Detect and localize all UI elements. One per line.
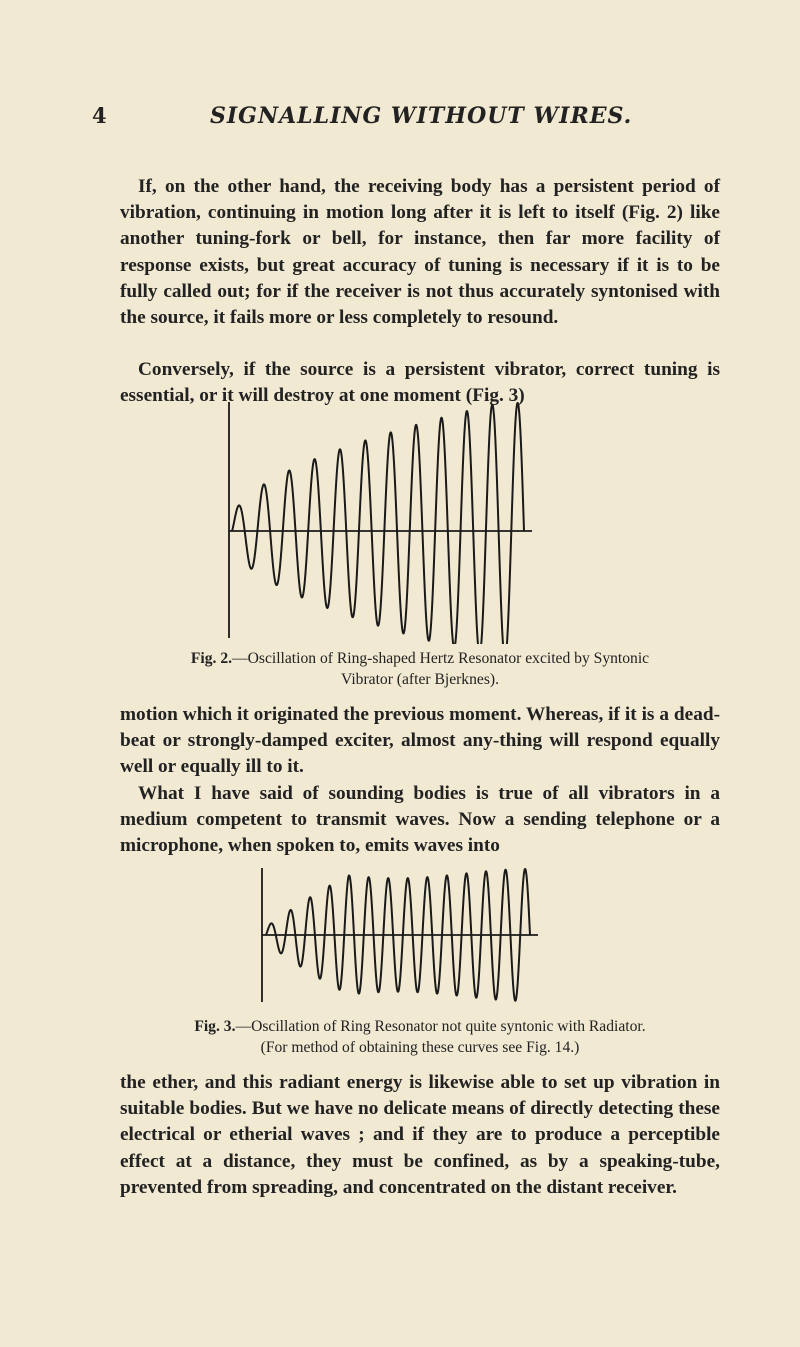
paragraph-1-text: If, on the other hand, the receiving body has a persistent period of vibration, continuing in motion long after it is left to itself (Fig. 2) like another tuning-fork or bell, for instance, then far more facility of response exists, but great accuracy of tuning is necessary if it is to be fully called out; for if the receiver is not thus accurately syntonised with the source, it fails more or less completely to resound. <box>120 176 720 329</box>
figure-2-wave-curve <box>232 403 524 644</box>
paragraph-5-text: the ether, and this radiant energy is likewise able to set up vibration in suitable bodies. But we have no delicate means of directly detecting these electrical or etherial waves ; and if they are to produce a perceptible effect at a distance, they must be confined, as by a speaking-tube, prevented from spreading, and concentrated on the distant receiver. <box>120 1072 720 1198</box>
running-title: SIGNALLING WITHOUT WIRES. <box>210 103 633 129</box>
figure-3-caption-line2: (For method of obtaining these curves see Fig. 14.) <box>260 1039 580 1056</box>
figure-3-label: Fig. 3. <box>194 1018 236 1035</box>
paragraph-3 <box>120 702 720 781</box>
figure-2-caption-line2: Vibrator (after Bjerknes). <box>341 671 499 688</box>
figure-2-oscillation-graph <box>220 398 540 644</box>
figure-2-caption <box>120 648 720 690</box>
paragraph-4-text: What I have said of sounding bodies is true of all vibrators in a medium competent to transmit waves. Now a sending telephone or a microphone, when spoken to, emits waves into <box>120 783 720 857</box>
figure-3-oscillation-graph <box>258 864 548 1008</box>
figure-2-label: Fig. 2. <box>190 650 233 667</box>
figure-3-caption-line1: —Oscillation of Ring Resonator not quite syntonic with Radiator. <box>235 1018 646 1035</box>
figure-2-caption-line1: —Oscillation of Ring-shaped Hertz Resonator excited by Syntonic <box>232 650 650 667</box>
paragraph-2-text: Conversely, if the source is a persistent vibrator, correct tuning is essential, or it will destroy at one moment (Fig. 3) <box>120 359 720 407</box>
paragraph-5 <box>120 1070 720 1201</box>
paragraph-3-text: motion which it originated the previous moment. Whereas, if it is a dead-beat or strongly-damped exciter, almost any-thing will respond equally well or equally ill to it. <box>120 704 720 778</box>
page-header <box>92 103 717 143</box>
figure-3-caption <box>120 1016 720 1058</box>
page-number: 4 <box>92 103 107 128</box>
paragraph-1 <box>120 174 720 331</box>
paragraph-4 <box>120 781 720 860</box>
